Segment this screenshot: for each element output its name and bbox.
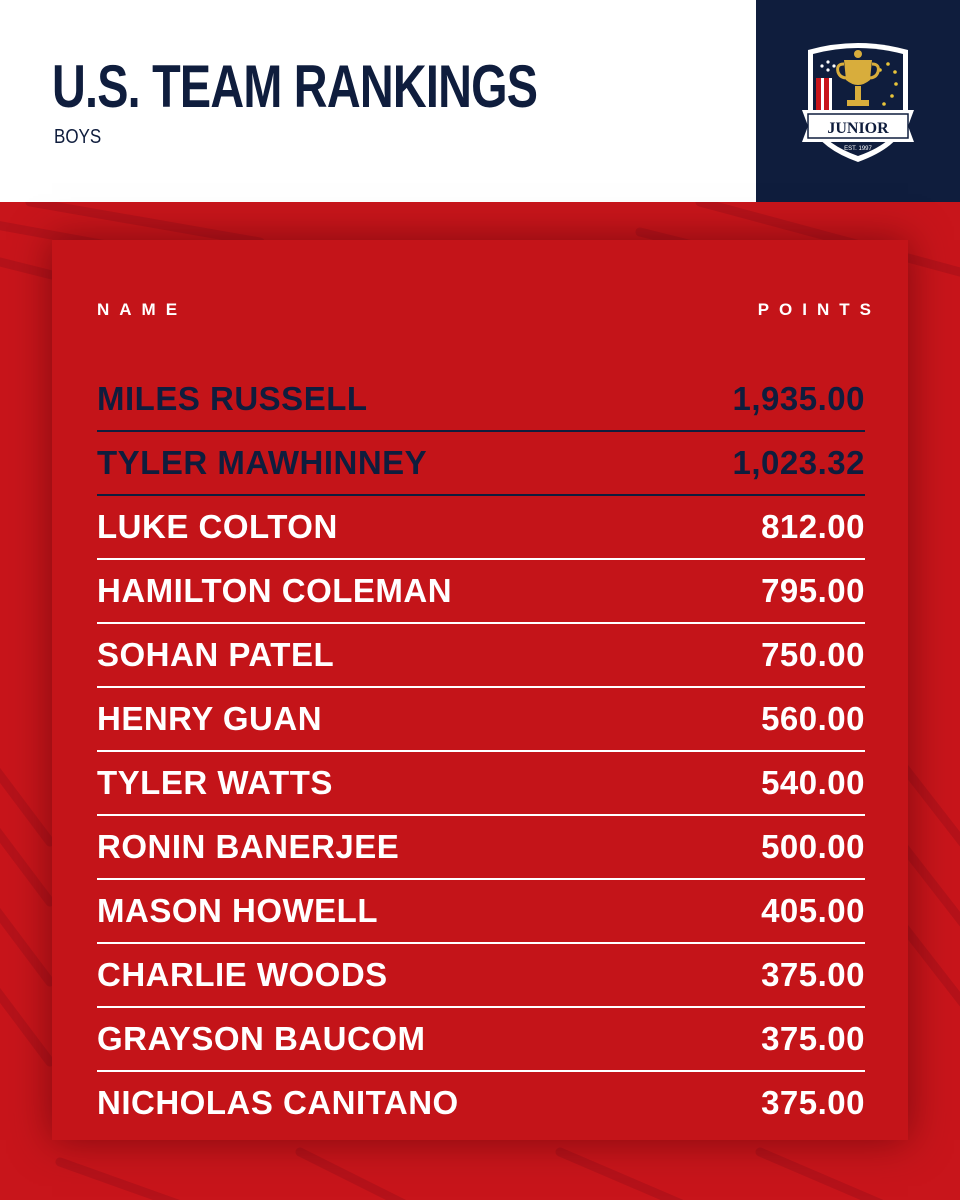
player-points: 795.00 [761, 572, 865, 609]
player-points: 375.00 [761, 1084, 865, 1121]
player-name: GRAYSON BAUCOM [97, 1020, 426, 1057]
player-name: LUKE COLTON [97, 508, 338, 545]
ranking-row [97, 1072, 865, 1134]
logo-panel [756, 0, 960, 202]
player-points: 375.00 [761, 1020, 865, 1057]
rankings-list [97, 368, 865, 1134]
player-name: RONIN BANERJEE [97, 828, 400, 865]
player-name: MILES RUSSELL [97, 380, 368, 417]
player-name: MASON HOWELL [97, 892, 378, 929]
player-name: NICHOLAS CANITANO [97, 1084, 459, 1121]
ranking-row [97, 944, 865, 1008]
logo-established-text: EST. 1997 [844, 146, 872, 152]
player-points: 375.00 [761, 956, 865, 993]
ranking-row [97, 688, 865, 752]
player-points: 812.00 [761, 508, 865, 545]
player-name: CHARLIE WOODS [97, 956, 388, 993]
player-name: TYLER WATTS [97, 764, 333, 801]
ranking-row [97, 624, 865, 688]
page-subtitle: BOYS [54, 126, 102, 148]
ranking-row [97, 496, 865, 560]
junior-ryder-cup-crest-icon [800, 40, 916, 164]
player-name: HAMILTON COLEMAN [97, 572, 453, 609]
player-name: HENRY GUAN [97, 700, 323, 737]
page-title: U.S. TEAM RANKINGS [52, 53, 538, 120]
player-name: SOHAN PATEL [97, 636, 335, 673]
player-points: 1,935.00 [732, 380, 865, 417]
ranking-row [97, 1008, 865, 1072]
player-name: TYLER MAWHINNEY [97, 444, 428, 481]
points-column-header: POINTS [757, 300, 881, 319]
ranking-row [97, 880, 865, 944]
player-points: 405.00 [761, 892, 865, 929]
player-points: 560.00 [761, 700, 865, 737]
player-points: 500.00 [761, 828, 865, 865]
logo-junior-text: JUNIOR [827, 120, 889, 137]
ranking-row [97, 368, 865, 432]
ranking-row [97, 752, 865, 816]
header-bar [0, 0, 756, 202]
ranking-row [97, 816, 865, 880]
ranking-row [97, 560, 865, 624]
player-points: 540.00 [761, 764, 865, 801]
name-column-header: NAME [97, 300, 188, 319]
rankings-panel [52, 240, 908, 1140]
ranking-row [97, 432, 865, 496]
player-points: 1,023.32 [732, 444, 865, 481]
player-points: 750.00 [761, 636, 865, 673]
